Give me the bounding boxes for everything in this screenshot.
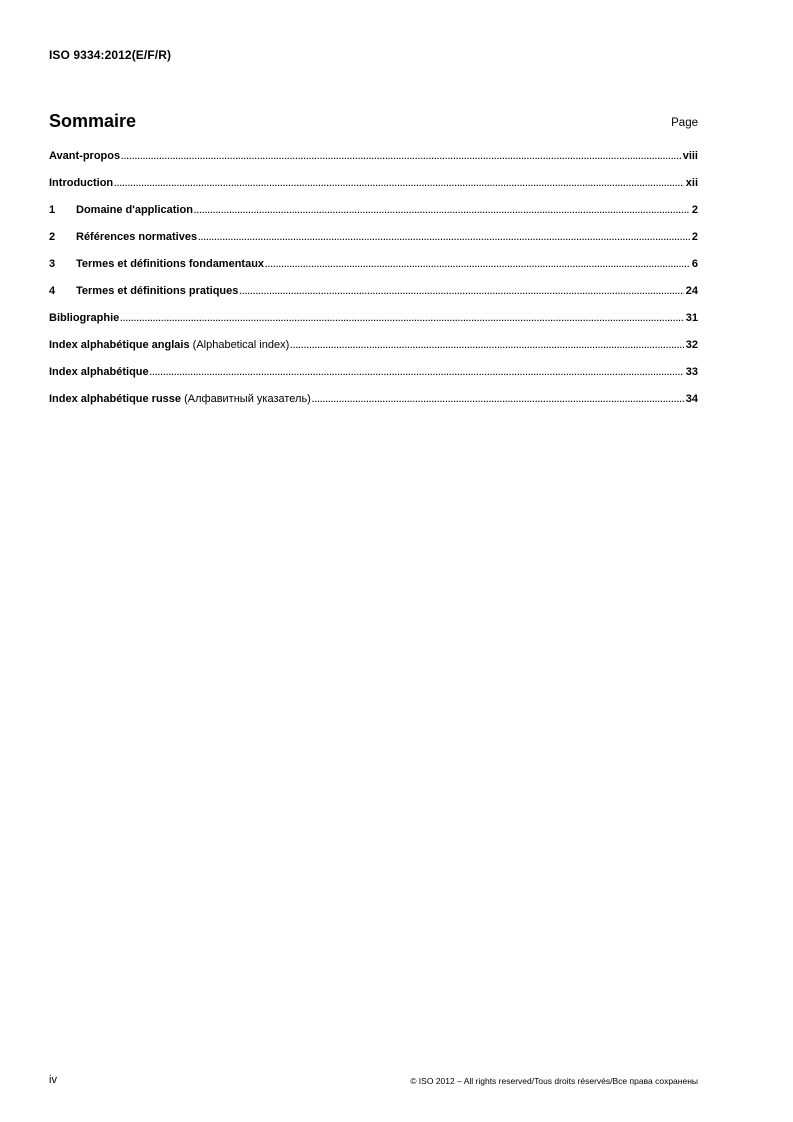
toc-entry-number: 2 xyxy=(49,231,56,243)
toc-entry-label: Bibliographie xyxy=(49,312,120,324)
document-id: ISO 9334:2012(E/F/R) xyxy=(49,48,172,62)
toc-entry-suffix: (Алфавитный указатель) xyxy=(181,393,311,405)
toc-page-label: Page xyxy=(671,117,698,129)
toc-leader xyxy=(121,152,681,161)
toc-entry-page: xii xyxy=(685,177,698,189)
toc-entry-index-anglais[interactable] xyxy=(49,339,698,366)
toc-entry-index-alphabetique[interactable] xyxy=(49,366,698,393)
toc-entry-label: Index alphabétique russe xyxy=(49,393,182,405)
toc-entry-number: 4 xyxy=(49,285,56,297)
toc-leader xyxy=(265,260,690,269)
toc-entry-termes-fondamentaux[interactable] xyxy=(49,258,698,285)
toc-leader xyxy=(194,206,690,215)
toc-entry-page: viii xyxy=(682,150,698,162)
toc-entry-page: 33 xyxy=(685,366,698,378)
toc-entry-termes-pratiques[interactable] xyxy=(49,285,698,312)
toc-entry-label: Introduction xyxy=(49,177,114,189)
toc-title: Sommaire xyxy=(49,111,137,131)
toc-entry-index-russe[interactable] xyxy=(49,393,698,420)
toc-leader xyxy=(290,341,683,350)
toc-entry-label: Avant-propos xyxy=(49,150,121,162)
toc-entry-page: 2 xyxy=(691,231,698,243)
toc-entry-number: 1 xyxy=(49,204,56,216)
toc-entry-label: Termes et définitions pratiques xyxy=(76,285,239,297)
toc-entry-page: 6 xyxy=(691,258,698,270)
toc-entry-domaine-application[interactable] xyxy=(49,204,698,231)
toc-entry-page: 32 xyxy=(685,339,698,351)
toc-entry-page: 24 xyxy=(685,285,698,297)
toc-entry-label: Références normatives xyxy=(76,231,198,243)
toc-entry-label: Index alphabétique anglais xyxy=(49,339,190,351)
toc-list xyxy=(49,150,698,420)
toc-entry-page: 34 xyxy=(685,393,698,405)
toc-leader xyxy=(120,314,683,323)
toc-leader xyxy=(198,233,690,242)
toc-entry-introduction[interactable] xyxy=(49,177,698,204)
toc-entry-label: Termes et définitions fondamentaux xyxy=(76,258,265,270)
toc-leader xyxy=(150,368,684,377)
toc-entry-page: 2 xyxy=(691,204,698,216)
toc-entry-avant-propos[interactable] xyxy=(49,150,698,177)
toc-leader xyxy=(239,287,683,296)
toc-entry-number: 3 xyxy=(49,258,56,270)
footer-copyright: © ISO 2012 – All rights reserved/Tous droits réservés/Все права сохранены xyxy=(410,1076,698,1086)
toc-entry-page: 31 xyxy=(685,312,698,324)
toc-leader xyxy=(312,395,684,404)
toc-entry-label: Index alphabétique xyxy=(49,366,149,378)
toc-entry-suffix: (Alphabetical index) xyxy=(189,339,290,351)
toc-leader xyxy=(114,179,684,188)
toc-header xyxy=(49,111,698,135)
toc-entry-bibliographie[interactable] xyxy=(49,312,698,339)
toc-entry-label: Domaine d'application xyxy=(76,204,193,216)
toc-entry-references-normatives[interactable] xyxy=(49,231,698,258)
footer-page-number: iv xyxy=(49,1074,57,1086)
